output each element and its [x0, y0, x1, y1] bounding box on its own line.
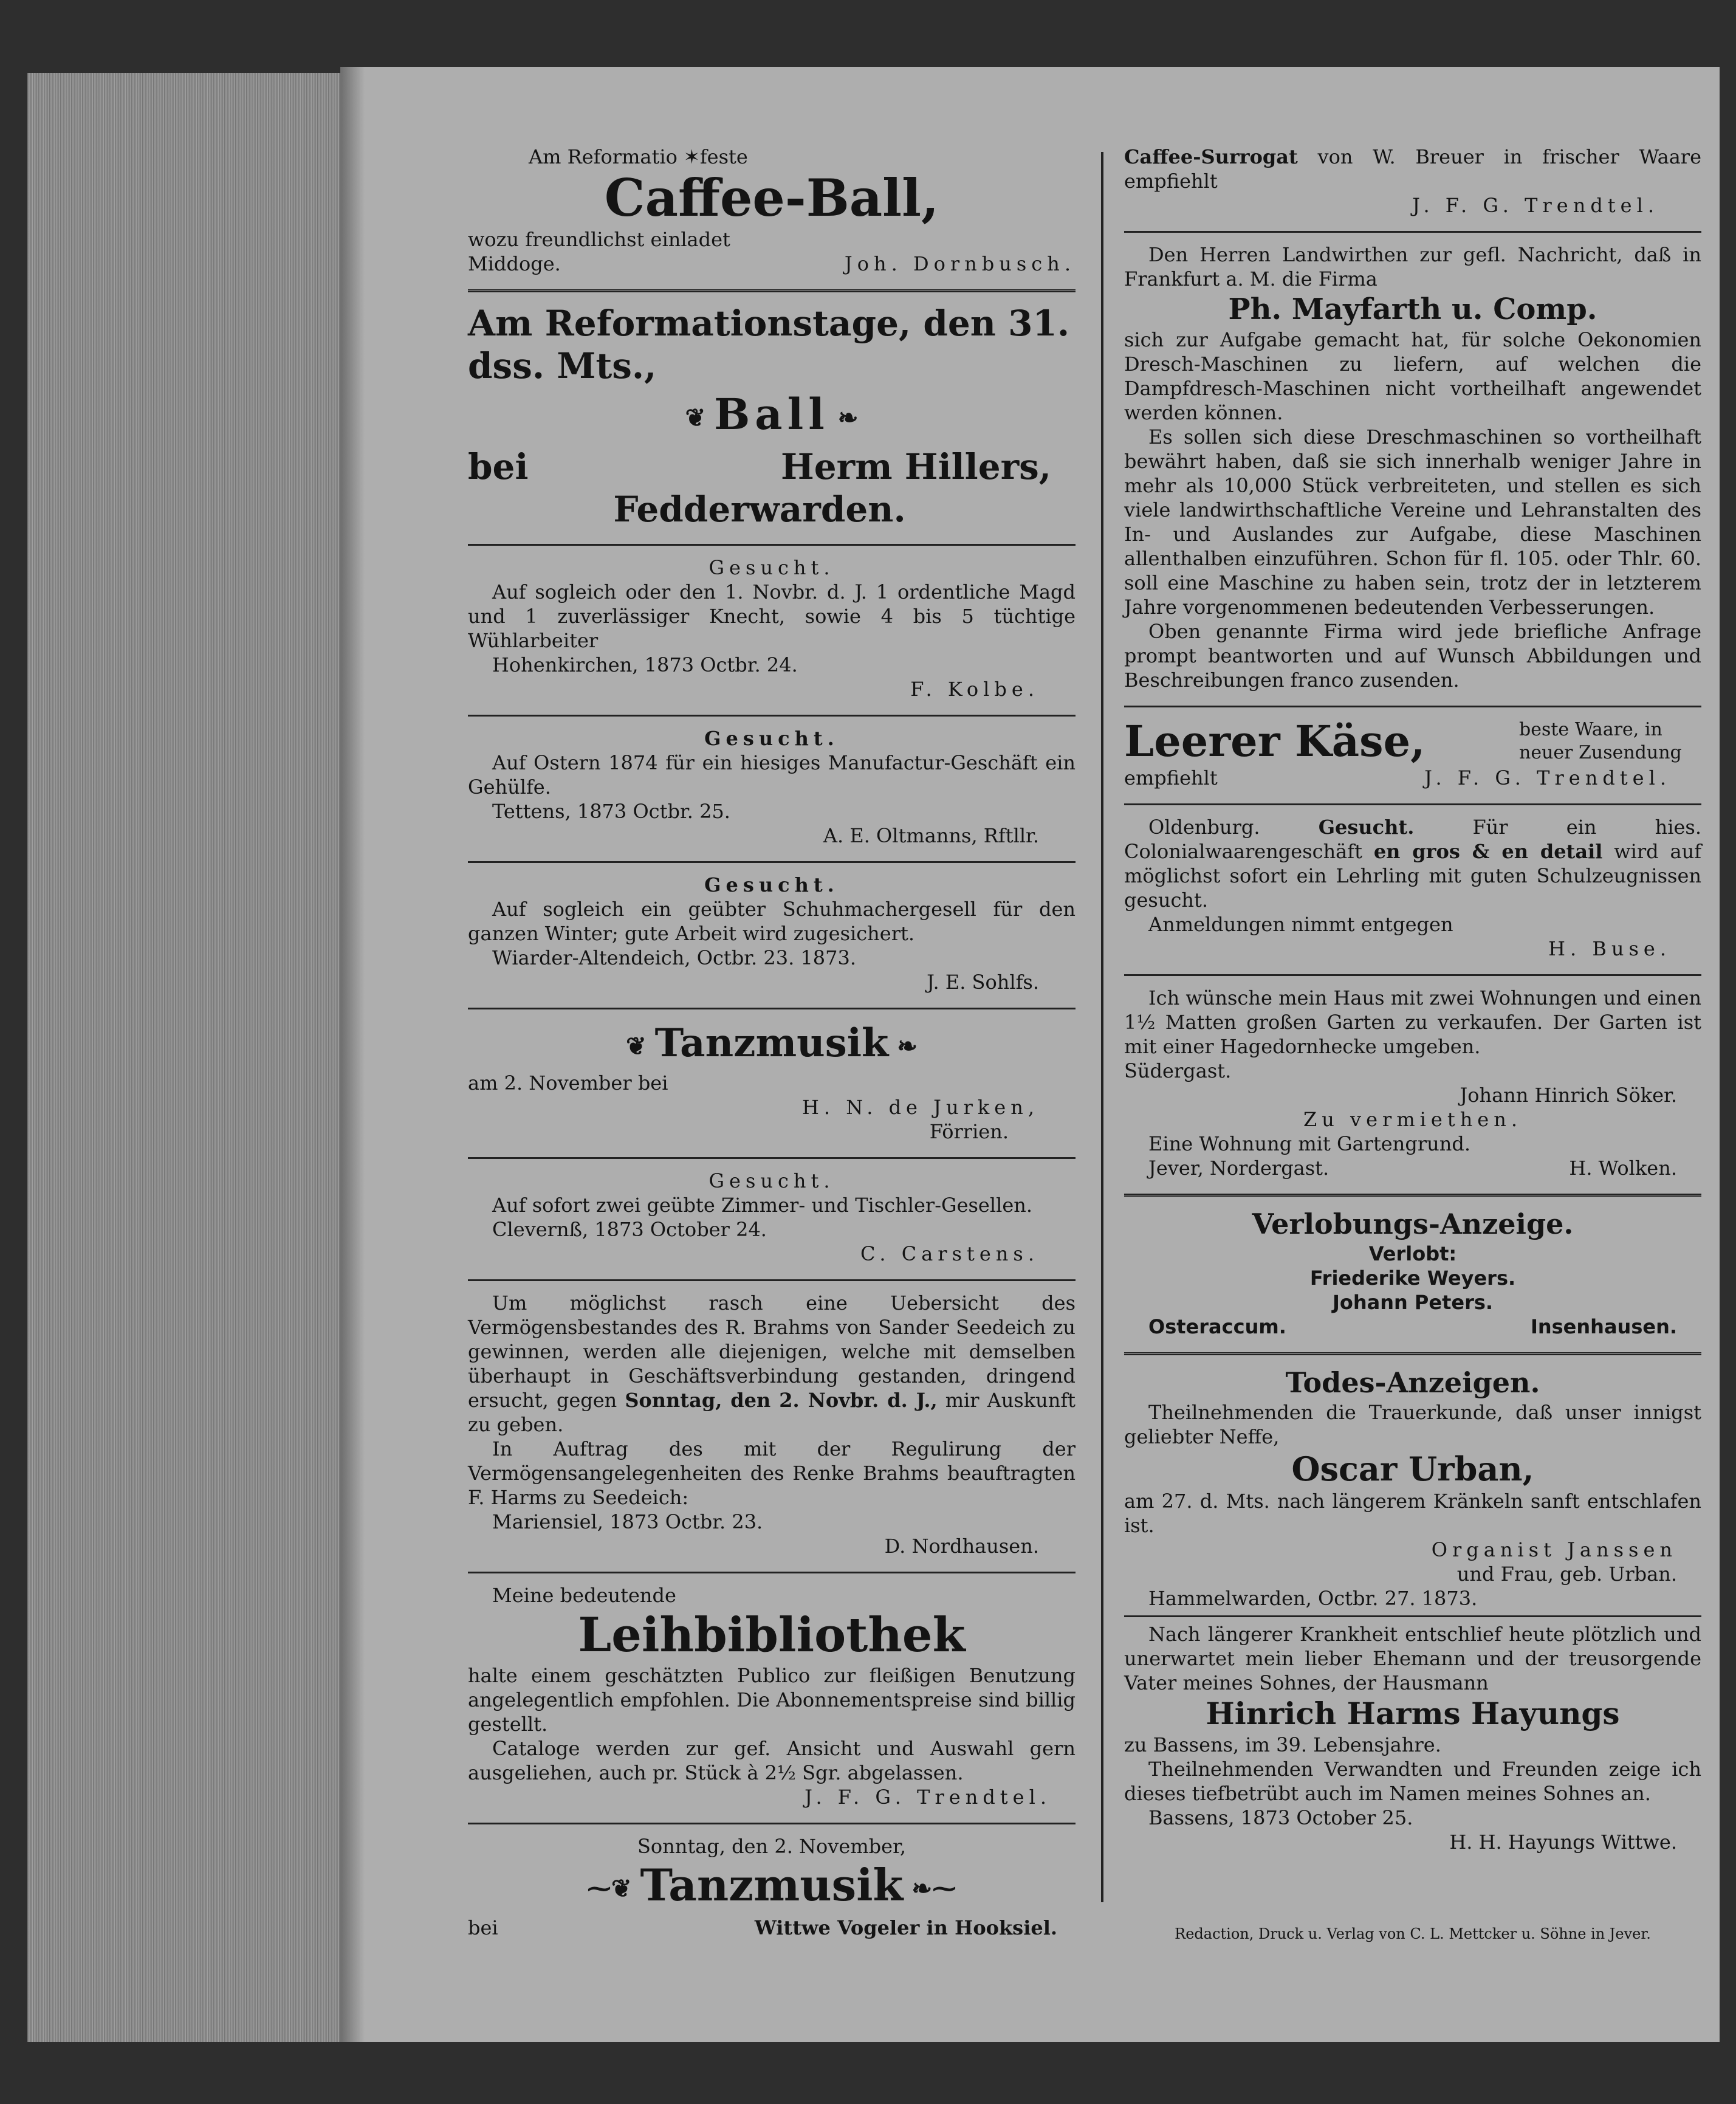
- ad-text: Auf sogleich oder den 1. Novbr. d. J. 1 ordentliche Magd und 1 zuverlässiger Knecht, sowie 4 bis 5 tüchtige Wühlarbeiter: [468, 580, 1076, 652]
- ad-date: Hammelwarden, Octbr. 27. 1873.: [1148, 1587, 1478, 1610]
- ad-text: empfiehlt: [1124, 766, 1218, 789]
- ad-date: Wiarder-Altendeich, Octbr. 23. 1873.: [492, 946, 857, 969]
- ad-title: ❦ Tanzmusik ❧: [626, 1020, 918, 1066]
- ad-text-2: Cataloge werden zur gef. Ansicht und Auswahl gern ausgeliehen, auch pr. Stück à 2½ Sgr. abgelassen.: [468, 1736, 1076, 1784]
- ornament-icon: ❧: [837, 404, 859, 432]
- ad-intro: Am Reformatio ✶feste: [529, 145, 748, 168]
- ad-gesucht-sohlfs: [468, 868, 1076, 1003]
- ad-bei: bei: [468, 446, 529, 487]
- ad-title: Caffee-Ball,: [604, 168, 939, 228]
- ad-text-2: Anmeldungen nimmt entgegen: [1148, 913, 1453, 936]
- ad-brahms: [468, 1286, 1076, 1567]
- ad-name: Wittwe Vogeler in Hooksiel.: [754, 1916, 1057, 1939]
- ad-verlobung: [1124, 1202, 1701, 1347]
- ad-text: Ich wünsche mein Haus mit zwei Wohnungen und einen 1½ Matten großen Garten zu verkaufen. Der Garten ist mit einer Hagedornhecke umgeben.: [1124, 986, 1701, 1058]
- ad-signer-1: Organist Janssen: [1431, 1538, 1677, 1561]
- ad-text-2: In Auftrag des mit der Regulirung der Vermögensangelegenheiten des Renke Brahms beauftragten F. Harms zu Seedeich:: [468, 1437, 1076, 1509]
- ad-caffee-ball: [468, 140, 1076, 284]
- ad-place: Fedderwarden.: [613, 489, 906, 530]
- separator: [468, 1279, 1076, 1281]
- ad-head: Gesucht.: [704, 873, 839, 896]
- ad-signer: H. Buse.: [1548, 937, 1671, 960]
- ad-name: H. N. de Jurken,: [802, 1095, 1039, 1119]
- ad-places: [1124, 1315, 1701, 1339]
- ad-signer-2: H. Wolken.: [1569, 1157, 1677, 1180]
- ad-text-4: zu Bassens, im 39. Lebensjahre.: [1124, 1733, 1441, 1756]
- ad-side: beste Waare, in neuer Zusendung: [1519, 719, 1682, 763]
- ad-head: Gesucht.: [704, 727, 839, 750]
- ad-head: Gesucht.: [708, 556, 835, 579]
- ad-text: halte einem geschätzten Publico zur fleißigen Benutzung angelegentlich empfohlen. Die Abonnementspreise sind billig gestellt.: [468, 1663, 1076, 1736]
- ad-gesucht-carstens: [468, 1164, 1076, 1274]
- ad-leihbibliothek: [468, 1578, 1076, 1818]
- separator: [1124, 706, 1701, 707]
- separator: [1124, 1194, 1701, 1197]
- separator: [1124, 1615, 1701, 1617]
- ad-headline: Am Reformationstage, den 31.: [468, 303, 1070, 344]
- page-gutter-shadow: [340, 67, 365, 2042]
- ad-headline-2: dss. Mts.,: [468, 345, 657, 387]
- ad-tanzmusik-vogeler: [468, 1829, 1076, 1948]
- ad-title: ⁓❦ Tanzmusik ❧⁓: [587, 1858, 956, 1911]
- ad-todes: [1124, 1360, 1701, 1863]
- separator: [468, 1157, 1076, 1159]
- ad-name: Herm Hillers,: [780, 446, 1051, 487]
- ad-text: Caffee-Surrogat von W. Breuer in frischer Waare empfiehlt: [1124, 145, 1702, 193]
- ornament-icon: ⁓❦: [587, 1874, 632, 1903]
- ad-text: Sonntag, den 2. November,: [637, 1834, 907, 1858]
- ad-text-3: Nach längerer Krankheit entschlief heute plötzlich und unerwartet mein lieber Ehemann und der treusorgende Vater meines Sohnes, der Hausmann: [1124, 1623, 1701, 1694]
- ad-text-2: Es sollen sich diese Dreschmaschinen so vortheilhaft bewährt haben, daß sie sich innerhalb weniger Jahre in mehr als 10,000 Stück verbreiteten, und stellen es sich viele landwirthschaftliche Vereine und Lehranstalten des In- und Auslandes zur Aufgabe, diese Maschinen allenthalben einzuführen. Schon für fl. 105. oder Thlr. 60. soll eine Maschine zu haben sein, trotz der in letzterem Jahre vorgenommenen bedeutenden Verbesserungen.: [1124, 425, 1701, 619]
- ad-name-2: Johann Peters.: [1332, 1291, 1494, 1314]
- ad-text: Auf sofort zwei geübte Zimmer- und Tischler-Gesellen.: [492, 1193, 1033, 1217]
- ad-signer: J. F. G. Trendtel.: [1412, 194, 1659, 217]
- ad-firm: Ph. Mayfarth u. Comp.: [1228, 292, 1597, 326]
- ad-text-2: am 27. d. Mts. nach längerem Kränkeln sanft entschlafen ist.: [1124, 1490, 1701, 1537]
- ad-date: Mariensiel, 1873 Octbr. 23.: [492, 1510, 763, 1533]
- separator: [1124, 1352, 1701, 1355]
- ad-intro: Den Herren Landwirthen zur gefl. Nachricht, daß in Frankfurt a. M. die Firma: [1124, 243, 1701, 291]
- ad-name-2: Hinrich Harms Hayungs: [1206, 1696, 1620, 1731]
- ad-text: Oldenburg. Gesucht. Für ein hies. Colonialwaarengeschäft en gros & en detail wird auf möglichst sofort ein Lehrling mit guten Schulzeugnissen gesucht.: [1124, 816, 1702, 912]
- ad-head: Gesucht.: [708, 1169, 835, 1192]
- ad-text: sich zur Aufgabe gemacht hat, für solche Oekonomien Dresch-Maschinen zu liefern, auf welchen die Dampfdresch-Maschinen nicht vortheilhaft angewendet werden können.: [1124, 328, 1701, 424]
- ad-text: Um möglichst rasch eine Uebersicht des Vermögensbestandes des R. Brahms von Sander Seedeich zu gewinnen, werden alle diejenigen, welche mit demselben überhaupt in Geschäftsverbindung gestanden, dringend ersucht, gegen Sonntag, den 2. Novbr. d. J., mir Auskunft zu geben.: [468, 1291, 1076, 1436]
- ad-signer: J. F. G. Trendtel.: [805, 1785, 1051, 1809]
- separator: [1124, 974, 1701, 976]
- ad-text: am 2. November bei: [468, 1071, 668, 1095]
- ad-name-1: Friederike Weyers.: [1309, 1267, 1516, 1290]
- ad-footer-row: [1124, 766, 1701, 790]
- ad-title: ❦ Ball ❧: [685, 389, 859, 439]
- ad-text: Auf Ostern 1874 für ein hiesiges Manufactur-Geschäft ein Gehülfe.: [468, 751, 1076, 799]
- ornament-icon: ❧: [897, 1031, 918, 1061]
- ad-name-row: [468, 445, 1076, 488]
- ad-title: Leerer Käse,: [1124, 716, 1426, 766]
- ad-signer: J. F. G. Trendtel.: [1424, 766, 1671, 789]
- separator: [468, 1823, 1076, 1824]
- ad-signer: A. E. Oltmanns, Rftllr.: [823, 824, 1039, 847]
- ad-name: Oscar Urban,: [1291, 1449, 1534, 1488]
- separator: [468, 715, 1076, 717]
- ornament-icon: ❦: [685, 404, 706, 432]
- ornament-icon: ❧⁓: [911, 1874, 956, 1903]
- ad-signer-3: H. H. Hayungs Wittwe.: [1449, 1831, 1677, 1854]
- ad-place: Förrien.: [929, 1119, 1009, 1143]
- ad-signer: Johann Hinrich Söker.: [1460, 1084, 1677, 1107]
- ad-signer: Joh. Dornbusch.: [844, 252, 1076, 275]
- ad-text: Theilnehmenden die Trauerkunde, daß unser innigst geliebter Neffe,: [1124, 1401, 1701, 1448]
- ad-title-row: [1124, 717, 1701, 766]
- ad-date: Clevernß, 1873 October 24.: [492, 1217, 767, 1241]
- ad-soeker: [1124, 981, 1701, 1189]
- ad-ball-hillers: [468, 297, 1076, 539]
- ad-sub: Verlobt:: [1368, 1242, 1457, 1265]
- column-divider: [1101, 152, 1103, 1902]
- ad-place-1: Osteraccum.: [1148, 1315, 1286, 1338]
- ad-footer-row: [468, 252, 1076, 276]
- ad-title: Todes-Anzeigen.: [1285, 1366, 1540, 1399]
- separator: [1124, 231, 1701, 233]
- ad-footer-row: [468, 1916, 1076, 1940]
- ad-text-5: Theilnehmenden Verwandten und Freunden zeige ich dieses tiefbetrübt auch im Namen meines Sohnes an.: [1124, 1758, 1701, 1805]
- ad-tanzmusik-jurken: [468, 1014, 1076, 1152]
- ad-head: Zu vermiethen.: [1303, 1108, 1523, 1131]
- ad-mayfarth: [1124, 238, 1701, 701]
- ad-date: Tettens, 1873 Octbr. 25.: [492, 800, 730, 823]
- ad-signer-2: und Frau, geb. Urban.: [1456, 1563, 1677, 1586]
- ad-caffee-surrogat: [1124, 140, 1701, 226]
- ad-date-2: Bassens, 1873 October 25.: [1148, 1806, 1413, 1829]
- ornament-icon: ❦: [626, 1031, 647, 1061]
- ad-text: Auf sogleich ein geübter Schuhmachergesell für den ganzen Winter; gute Arbeit wird zugesichert.: [468, 898, 1076, 945]
- ad-gesucht-kolbe: [468, 551, 1076, 710]
- ad-text-3: Oben genannte Firma wird jede briefliche Anfrage prompt beantworten und auf Wunsch Abbildungen und Beschreibungen franco zusenden.: [1124, 620, 1701, 692]
- ad-title: Leihbibliothek: [578, 1607, 966, 1663]
- ad-signer: F. Kolbe.: [910, 678, 1039, 701]
- ad-place: Middoge.: [468, 252, 561, 275]
- ad-bei: bei: [468, 1916, 498, 1939]
- imprint-footer: Redaction, Druck u. Verlag von C. L. Mettcker u. Söhne in Jever.: [1175, 1925, 1651, 1942]
- right-column: [1124, 140, 1701, 1863]
- ad-place: Südergast.: [1124, 1059, 1232, 1082]
- ad-gesucht-oltmanns: [468, 721, 1076, 856]
- separator: [1124, 803, 1701, 805]
- separator: [468, 1572, 1076, 1573]
- separator: [468, 861, 1076, 863]
- ad-signer: J. E. Sohlfs.: [927, 971, 1039, 994]
- ad-place-2: Jever, Nordergast.: [1148, 1157, 1329, 1180]
- separator: [468, 289, 1076, 292]
- ad-text-2: Eine Wohnung mit Gartengrund.: [1148, 1132, 1470, 1155]
- separator: [468, 544, 1076, 546]
- ad-kaese: [1124, 712, 1701, 799]
- ad-title: Verlobungs-Anzeige.: [1252, 1208, 1574, 1240]
- separator: [468, 1008, 1076, 1009]
- ad-buse: [1124, 810, 1701, 969]
- ad-intro: Meine bedeutende: [492, 1583, 676, 1607]
- ad-place-2: Insenhausen.: [1530, 1315, 1677, 1338]
- ad-signer: D. Nordhausen.: [884, 1534, 1039, 1558]
- left-column: [468, 140, 1076, 1948]
- ad-date: Hohenkirchen, 1873 Octbr. 24.: [492, 653, 798, 676]
- ad-signer: C. Carstens.: [860, 1242, 1039, 1265]
- ad-footer-row: [1124, 1156, 1701, 1180]
- book-page-edges: [27, 73, 346, 2042]
- ad-text: wozu freundlichst einladet: [468, 228, 730, 251]
